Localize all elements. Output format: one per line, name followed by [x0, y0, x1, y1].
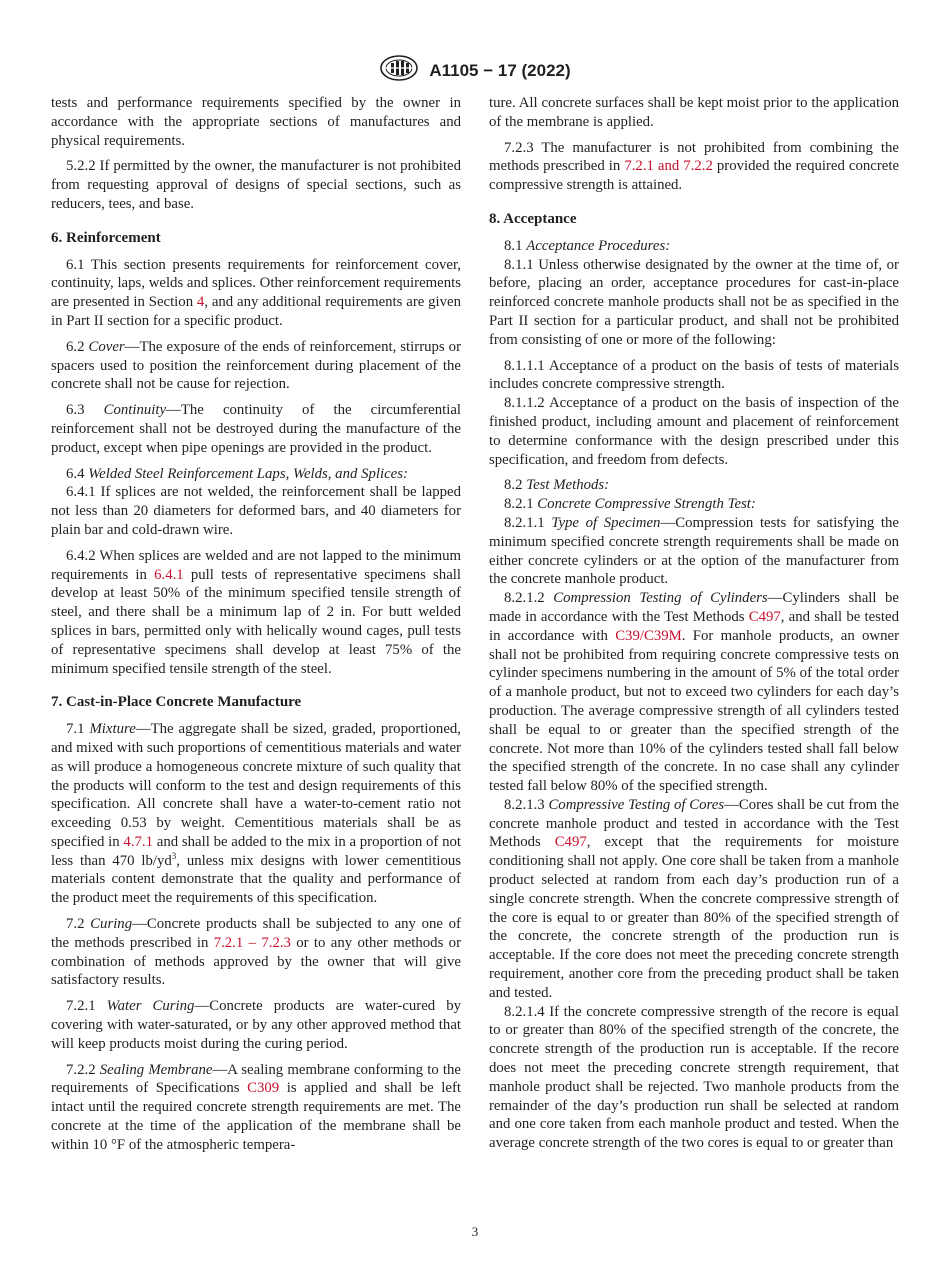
paragraph-5-2-1-continued: tests and performance requirements specified by the owner in accordance with the appropriate sections of manufactures and physical requirements. — [51, 95, 461, 149]
paragraph-8-2-1-2: 8.2.1.2 Compression Testing of Cylinders—Cylinders shall be made in accordance with the Test Methods C497, and shall be tested in accordance with C39/C39M. For manhole products, an owner shall not be prohibited from requiring concrete compressive tests on cylinder specimens numbering in the amount of 5% of the total order of a manhole product, but not to exceed two cylinders for each day’s production. The average compressive strength of all cylinders tested shall be equal to or greater than the specified strength of the concrete. Not more than 10% of the cylinders tested shall fall below the specified strength of the concrete. In no case shall any cylinder tested fall below 80% of the specified strength. — [489, 590, 899, 795]
section-6-4-1-link[interactable]: 6.4.1 — [154, 566, 184, 583]
paragraph-6-1: 6.1 This section presents requirements for reinforcement cover, continuity, laps, welds and splices. Other reinforcement requirements are presented in Section 4, and any additional requirements are given in Part II section for a specific product. — [51, 256, 461, 329]
paragraph-7-2-1: 7.2.1 Water Curing—Concrete products are water-cured by covering with water-saturated, or by any other approved method that will keep products moist during the curing period. — [51, 998, 462, 1052]
section-7-2-1-7-2-3-link[interactable]: 7.2.1 – 7.2.3 — [213, 934, 291, 951]
paragraph-8-2-1-1: 8.2.1.1 Type of Specimen—Compression tests for satisfying the minimum specified concrete strength requirements shall be made on either concrete cylinders or at the option of the manufacturer from the concrete manhole product. — [489, 514, 899, 588]
paragraph-7-2: 7.2 Curing—Concrete products shall be subjected to any one of the methods prescribed in 7.2.1 – 7.2.3 or to any other methods or combination of methods approved by the owner that will give satisfactory results. — [51, 916, 461, 989]
left-column — [51, 94, 461, 1162]
paragraph-8-2-1-3: 8.2.1.3 Compressive Testing of Cores—Cores shall be cut from the concrete manhole product and tested in accordance with the Test Methods C497, except that the requirements for moisture conditioning shall not apply. One core shall be taken from a manhole product selected at random from each day’s production run of a single concrete strength. When the concrete compressive strength of the core is equal to or greater than 80% of the specified strength of the concrete, the concrete strength of the production run is acceptable. If the core does not meet the preceding concrete strength requirement, another core from the preceding product shall be taken and tested. — [489, 796, 899, 1001]
paragraph-8-2: 8.2 Test Methods: — [504, 477, 610, 494]
c497-link[interactable]: C497 — [748, 608, 781, 625]
paragraph-7-1: 7.1 Mixture—The aggregate shall be sized, graded, proportioned, and mixed with such proportions of cementitious materials and water as will produce a homogeneous concrete mixture of such quality that the products will conform to the test and design requirements of this specification. All concrete shall have a water-to-cement ratio not exceeding 0.53 by weight. Cementitious materials shall be as specified in 4.7.1 and shall be added to the mix in a proportion of not less than 470 $lb/yd^3$, unless mix designs with lower cementitious materials content demonstrate that the quality and performance of the product meet the requirements of this specification. — [51, 721, 462, 907]
page-number: 3 — [471, 1224, 479, 1239]
standard-designation: A1105 − 17 (2022) — [429, 60, 571, 80]
paragraph-8-1: 8.1 Acceptance Procedures: — [504, 237, 671, 254]
astm-logo-icon — [379, 54, 419, 87]
c39-c39m-link[interactable]: C39/C39M — [615, 627, 682, 644]
paragraph-8-2-1-4: 8.2.1.4 If the concrete compressive strength of the recore is equal to or greater than 80% of the specified strength of the concrete, the concrete strength of the production run is acceptable. If the recore does not meet the preceding concrete strength requirement, that manhole product shall be rejected. Two manhole products from the remainder of the day’s production run shall be selected at random and one core taken from each manhole product and tested. When the average concrete strength of the two cores is equal to or greater than — [489, 1003, 899, 1152]
right-column — [489, 94, 899, 1153]
section-heading-7: 7. Cast-in-Place Concrete Manufacture — [51, 694, 302, 711]
paragraph-6-3: 6.3 Continuity—The continuity of the circumferential reinforcement shall not be destroyed during the manufacture of the product, except when pipe openings are provided in the product. — [51, 402, 461, 456]
section-heading-8: 8. Acceptance — [489, 210, 577, 227]
paragraph-7-2-2: 7.2.2 Sealing Membrane—A sealing membrane conforming to the requirements of Specifications C309 is applied and shall be left intact until the required concrete strength requirements are met. The concrete at the time of the application of the membrane shall be within 10 °F of the atmospheric tempera- — [51, 1061, 461, 1153]
section-4-link[interactable]: 4 — [196, 294, 205, 311]
c497-link-2[interactable]: C497 — [554, 834, 587, 851]
section-heading-6: 6. Reinforcement — [51, 229, 161, 246]
paragraph-8-1-1-2: 8.1.1.2 Acceptance of a product on the basis of inspection of the finished product, including amount and placement of reinforcement to determine conformance with the design prescribed under this specification, and freedom from defects. — [489, 395, 899, 468]
paragraph-8-1-1: 8.1.1 Unless otherwise designated by the owner at the time of, or before, placing an order, acceptance procedures for cast-in-place reinforced concrete manhole products shall not be as specified in the Part II section for a particular product, and shall not be prohibited from consisting of one or more of the following: — [489, 256, 899, 348]
section-4-7-1-link[interactable]: 4.7.1 — [123, 833, 154, 850]
paragraph-6-4-2: 6.4.2 When splices are welded and are not lapped to the minimum requirements in 6.4.1 pull tests of representative specimens shall develop at least 50% of the minimum specified tensile strength of steel, and there shall be a minimum lap of 2 in. For butt welded splices in bars, permitted only with helically wound cages, pull tests of representative specimens shall develop at least 75% of the minimum specified tensile strength of the steel. — [51, 547, 461, 677]
paragraph-7-2-2-continued: ture. All concrete surfaces shall be kept moist prior to the application of the membrane is applied. — [489, 95, 899, 130]
paragraph-7-2-3: 7.2.3 The manufacturer is not prohibited from combining the methods prescribed in 7.2.1 and 7.2.2 provided the required concrete compressive strength is attained. — [489, 139, 900, 194]
page-header — [0, 54, 950, 87]
c309-link[interactable]: C309 — [247, 1080, 280, 1097]
paragraph-8-1-1-1: 8.1.1.1 Acceptance of a product on the basis of tests of materials includes concrete compressive strength. — [489, 357, 899, 393]
paragraph-6-4-1: 6.4.1 If splices are not welded, the reinforcement shall be lapped not less than 20 diameters for deformed bars, and 40 diameters for plain bar and cold-drawn wire. — [51, 484, 461, 538]
paragraph-6-2: 6.2 Cover—The exposure of the ends of reinforcement, stirrups or spacers used to position the reinforcement during placement of the concrete shall not be cause for rejection. — [51, 338, 461, 393]
paragraph-8-2-1: 8.2.1 Concrete Compressive Strength Test: — [504, 496, 756, 513]
paragraph-5-2-2: 5.2.2 If permitted by the owner, the manufacturer is not prohibited from requesting approval of designs of special sections, such as reducers, tees, and base. — [51, 158, 461, 212]
section-7-2-1-and-7-2-2-link[interactable]: 7.2.1 and 7.2.2 — [624, 158, 713, 175]
paragraph-6-4: 6.4 Welded Steel Reinforcement Laps, Welds, and Splices: — [66, 465, 408, 482]
